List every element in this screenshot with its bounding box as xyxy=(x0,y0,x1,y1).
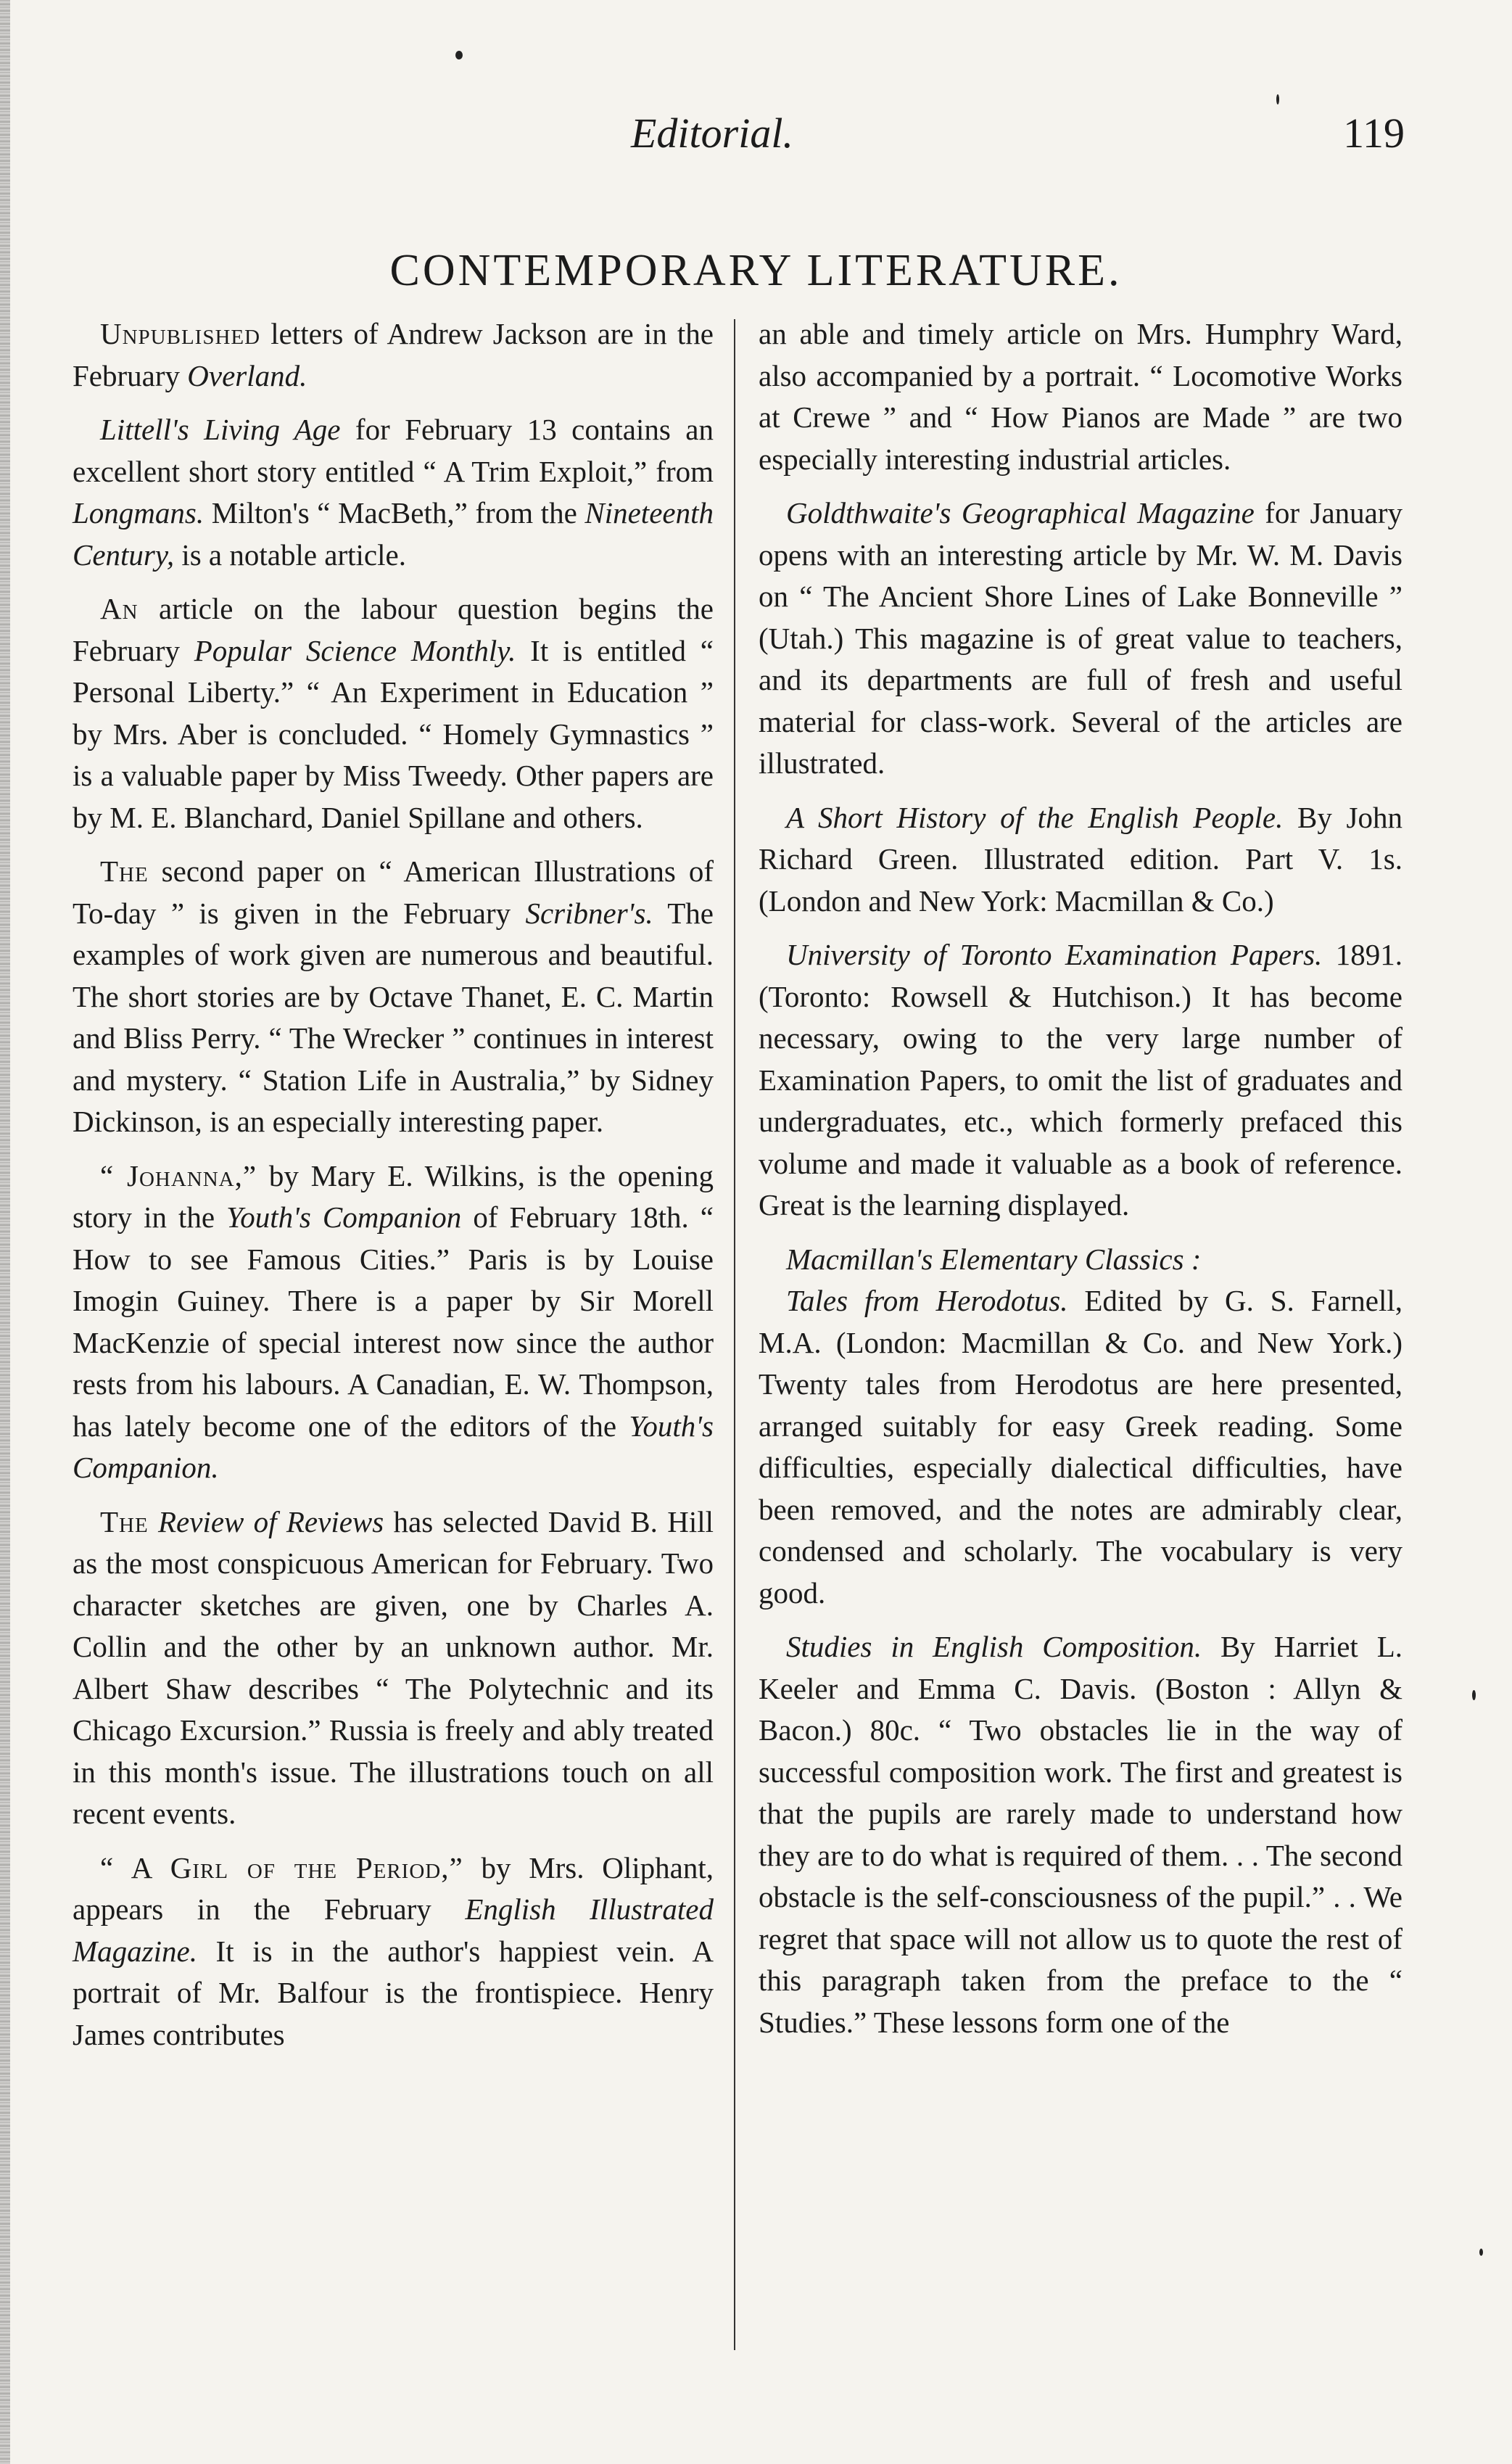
section-title: CONTEMPORARY LITERATURE. xyxy=(389,246,1123,295)
page-number: 119 xyxy=(1343,110,1405,157)
ink-speck xyxy=(1479,2249,1483,2256)
paragraph-macmillan-classics: Macmillan's Elementary Classics : xyxy=(786,1242,1202,1276)
right-column xyxy=(759,313,1402,2056)
paragraph-toronto-papers: University of Toronto Examination Papers. 1891. (Toronto: Rowsell & Hutchison.) It has become necessary, owing to the very large number of Examination Papers, to omit the list of graduates and undergraduates, etc., which formerly prefaced this volume and made it valuable as a book of reference. Great is the learning displayed. xyxy=(759,938,1402,1221)
paragraph-scribners: The second paper on “ American Illustrations of To-day ” is given in the February Scribner's. The examples of work given are numerous and beautiful. The short stories are by Octave Thanet, E. C. Martin and Bliss Perry. “ The Wrecker ” continues in interest and mystery. “ Station Life in Australia,” by Sidney Dickinson, is an especially interesting paper. xyxy=(73,854,714,1138)
paragraph-english-composition: Studies in English Composition. By Harriet L. Keeler and Emma C. Davis. (Boston : Allyn & Bacon.) 80c. “ Two obstacles lie in the way of successful composition work. The first and greatest is that the pupils are rarely made to understand how they are to do what is required of them. . . The second obstacle is the self-consciousness of the pupil.” . . We regret that space will not allow us to quote the rest of this paragraph taken from the preface to the “ Studies.” These lessons form one of the xyxy=(759,1630,1403,2039)
paragraph-popular-science: An article on the labour question begins the February Popular Science Monthly. It is entitled “ Personal Liberty.” “ An Experiment in Education ” by Mrs. Aber is concluded. “ Homely Gymnastics ” is a valuable paper by Miss Tweedy. Other papers are by M. E. Blanchard, Daniel Spillane and others. xyxy=(73,592,714,834)
ink-speck xyxy=(1472,1690,1476,1700)
paragraph-short-history: A Short History of the English People. By John Richard Green. Illustrated edition. Part V. 1s. (London and New York: Macmillan & Co.) xyxy=(759,800,1402,918)
paragraph-living-age: Littell's Living Age for February 13 contains an excellent short story entitled “ A Trim Exploit,” from Longmans. Milton's “ MacBeth,” from the Nineteenth Century, is a notable article. xyxy=(73,413,714,572)
running-head-title: Editorial. xyxy=(631,110,793,157)
column-divider xyxy=(734,319,735,2350)
paragraph-review-of-reviews: The Review of Reviews has selected David B. Hill as the most conspicuous American for February. Two character sketches are given, one by Charles A. Collin and the other by an unknown author. Mr. Albert Shaw describes “ The Polytechnic and its Chicago Excursion.” Russia is freely and ably treated in this month's issue. The illustrations touch on all recent events. xyxy=(73,1504,714,1830)
paragraph-goldthwaite: Goldthwaite's Geographical Magazine for January opens with an interesting article by Mr. W. M. Davis on “ The Ancient Shore Lines of Lake Bonneville ” (Utah.) This magazine is of great value to teachers, and its departments are full of fresh and useful material for class-work. Several of the articles are illustrated. xyxy=(759,496,1402,780)
binding-edge xyxy=(0,0,10,2464)
paragraph-overland: Unpublished letters of Andrew Jackson are in the February Overland. xyxy=(73,317,714,392)
paragraph-herodotus: Tales from Herodotus. Edited by G. S. Farnell, M.A. (London: Macmillan & Co. and New York.) Twenty tales from Herodotus are here presented, arranged suitably for easy Greek reading. Some difficulties, especially dialectical difficulties, have been removed, and the notes are admirably clear, condensed and scholarly. The vocabulary is very good. xyxy=(759,1284,1402,1610)
paragraph-english-illustrated: “ A Girl of the Period,” by Mrs. Oliphant, appears in the February English Illustrated Magazine. It is in the author's happiest vein. A portrait of Mr. Balfour is the frontispiece. Henry James contributes xyxy=(73,1850,714,2051)
ink-speck xyxy=(455,51,463,59)
ink-speck xyxy=(1276,94,1279,104)
left-column xyxy=(73,313,714,2068)
paragraph-youths-companion: “ Johanna,” by Mary E. Wilkins, is the opening story in the Youth's Companion of February 18th. “ How to see Famous Cities.” Paris is by Louise Imogin Guiney. There is a paper by Sir Morell MacKenzie of special interest now since the author rests from his labours. A Canadian, E. W. Thompson, has lately become one of the editors of the Youth's Companion. xyxy=(73,1158,714,1484)
paragraph-continuation: an able and timely article on Mrs. Humphry Ward, also accompanied by a portrait. “ Locomotive Works at Crewe ” and “ How Pianos are Made ” are two especially interesting industrial articles. xyxy=(759,317,1402,476)
